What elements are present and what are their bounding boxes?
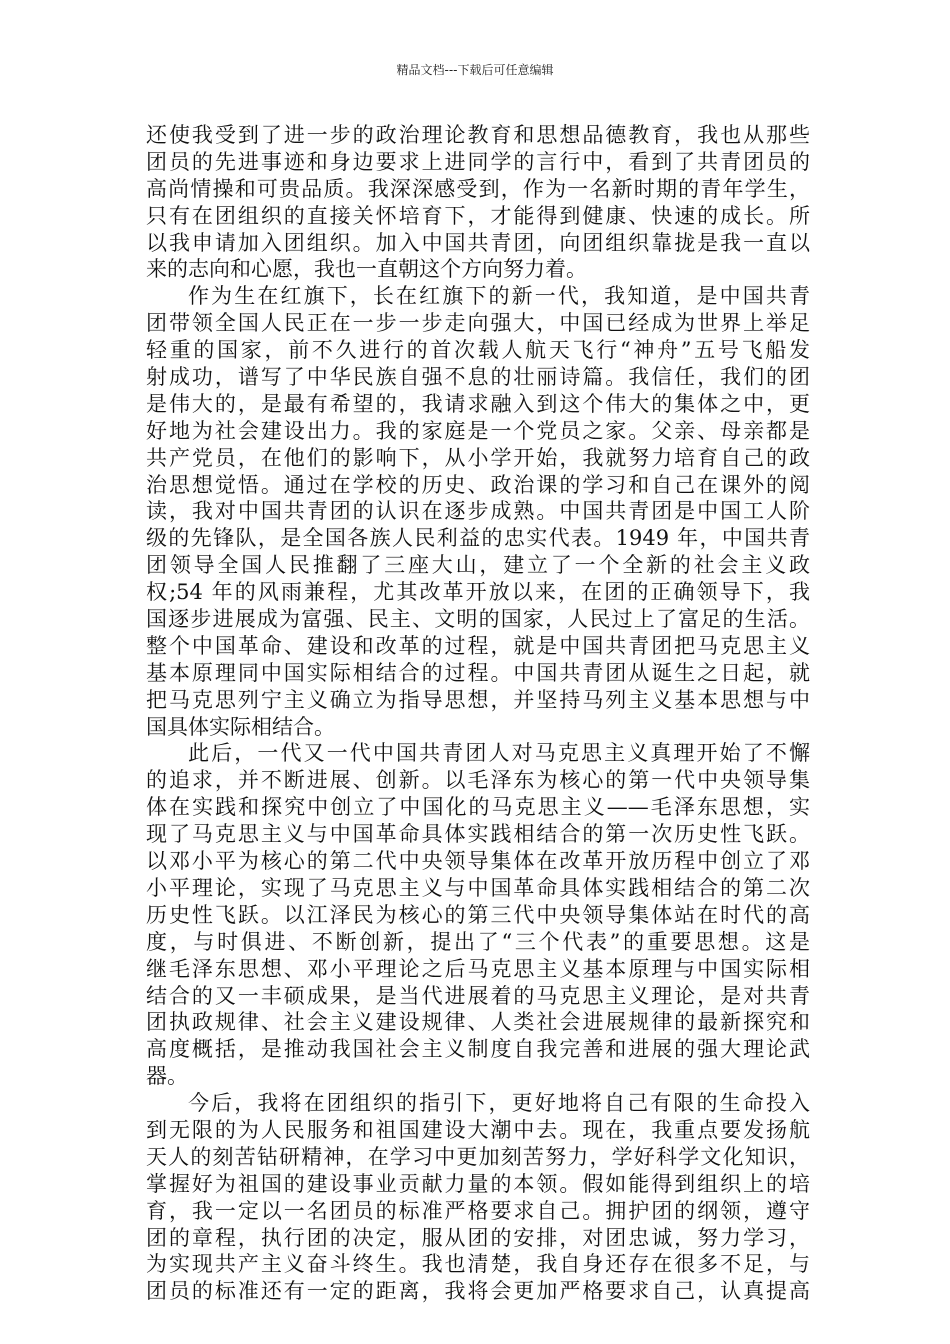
text-line: 体在实践和探究中创立了中国化的马克思主义——毛泽东思想，实 (146, 795, 810, 820)
text-line: 级的先锋队，是全国各族人民利益的忠实代表。1949 年，中国共青 (146, 526, 810, 551)
text-line: 国具体实际相结合。 (146, 714, 335, 739)
text-line: 育，我一定以一名团员的标准严格要求自己。拥护团的纲领，遵守 (146, 1198, 810, 1223)
paragraph-first-line: 此后，一代又一代中国共青团人对马克思主义真理开始了不懈 (188, 741, 810, 766)
text-line: 读，我对中国共青团的认识在逐步成熟。中国共青团是中国工人阶 (146, 499, 810, 524)
text-line: 历史性飞跃。以江泽民为核心的第三代中央领导集体站在时代的高 (146, 902, 810, 927)
text-line: 治思想觉悟。通过在学校的历史、政治课的学习和自己在课外的阅 (146, 472, 810, 497)
text-line: 到无限的为人民服务和祖国建设大潮中去。现在，我重点要发扬航 (146, 1117, 810, 1142)
text-line: 来的志向和心愿，我也一直朝这个方向努力着。 (146, 257, 587, 282)
text-line: 高度概括，是推动我国社会主义制度自我完善和进展的强大理论武 (146, 1037, 810, 1062)
text-line: 权;54 年的风雨兼程，尤其改革开放以来，在团的正确领导下，我 (146, 580, 810, 605)
text-line: 以邓小平为核心的第二代中央领导集体在改革开放历程中创立了邓 (146, 849, 810, 874)
text-line: 为实现共产主义奋斗终生。我也清楚，我自身还存在很多不足，与 (146, 1252, 810, 1277)
text-line: 天人的刻苦钻研精神，在学习中更加刻苦努力，学好科学文化知识， (146, 1144, 810, 1169)
text-line: 度，与时俱进、不断创新，提出了“三个代表”的重要思想。这是 (146, 929, 810, 954)
text-line: 国逐步进展成为富强、民主、文明的国家，人民过上了富足的生活。 (146, 607, 810, 632)
text-line: 只有在团组织的直接关怀培育下，才能得到健康、快速的成长。所 (146, 203, 810, 228)
text-line: 团员的标准还有一定的距离，我将会更加严格要求自己，认真提高 (146, 1279, 810, 1304)
text-line: 器。 (146, 1064, 188, 1089)
text-line: 小平理论，实现了马克思主义与中国革命具体实践相结合的第二次 (146, 875, 810, 900)
text-line: 团员的先进事迹和身边要求上进同学的言行中，看到了共青团员的 (146, 149, 810, 174)
text-line: 射成功，谱写了中华民族自强不息的壮丽诗篇。我信任，我们的团 (146, 365, 810, 390)
paragraph-first-line: 作为生在红旗下，长在红旗下的新一代，我知道，是中国共青 (188, 284, 810, 309)
text-line: 把马克思列宁主义确立为指导思想，并坚持马列主义基本思想与中 (146, 687, 810, 712)
text-line: 整个中国革命、建设和改革的过程，就是中国共青团把马克思主义 (146, 633, 810, 658)
text-line: 轻重的国家，前不久进行的首次载人航天飞行“神舟”五号飞船发 (146, 338, 810, 363)
text-line: 继毛泽东思想、邓小平理论之后马克思主义基本原理与中国实际相 (146, 956, 810, 981)
text-line: 好地为社会建设出力。我的家庭是一个党员之家。父亲、母亲都是 (146, 418, 810, 443)
text-line: 还使我受到了进一步的政治理论教育和思想品德教育，我也从那些 (146, 123, 810, 147)
text-line: 掌握好为祖国的建设事业贡献力量的本领。假如能得到组织上的培 (146, 1171, 810, 1196)
page-header: 精品文档---下载后可任意编辑 (396, 63, 554, 77)
text-line: 高尚情操和可贵品质。我深深感受到，作为一名新时期的青年学生， (146, 176, 810, 201)
text-line: 团的章程，执行团的决定，服从团的安排，对团忠诚，努力学习， (146, 1225, 810, 1250)
document-body (146, 122, 810, 1305)
text-line: 结合的又一丰硕成果，是当代进展着的马克思主义理论，是对共青 (146, 983, 810, 1008)
text-line: 现了马克思主义与中国革命具体实践相结合的第一次历史性飞跃。 (146, 822, 810, 847)
text-line: 的追求，并不断进展、创新。以毛泽东为核心的第一代中央领导集 (146, 768, 810, 793)
text-line: 是伟大的，是最有希望的，我请求融入到这个伟大的集体之中，更 (146, 391, 810, 416)
text-line: 团领导全国人民推翻了三座大山，建立了一个全新的社会主义政 (146, 553, 810, 578)
text-line: 共产党员，在他们的影响下，从小学开始，我就努力培育自己的政 (146, 445, 810, 470)
text-line: 基本原理同中国实际相结合的过程。中国共青团从诞生之日起，就 (146, 660, 810, 685)
text-line: 团执政规律、社会主义建设规律、人类社会进展规律的最新探究和 (146, 1010, 810, 1035)
text-line: 以我申请加入团组织。加入中国共青团，向团组织靠拢是我一直以 (146, 230, 810, 255)
paragraph-first-line: 今后，我将在团组织的指引下，更好地将自己有限的生命投入 (188, 1091, 810, 1116)
text-line: 团带领全国人民正在一步一步走向强大，中国已经成为世界上举足 (146, 311, 810, 336)
